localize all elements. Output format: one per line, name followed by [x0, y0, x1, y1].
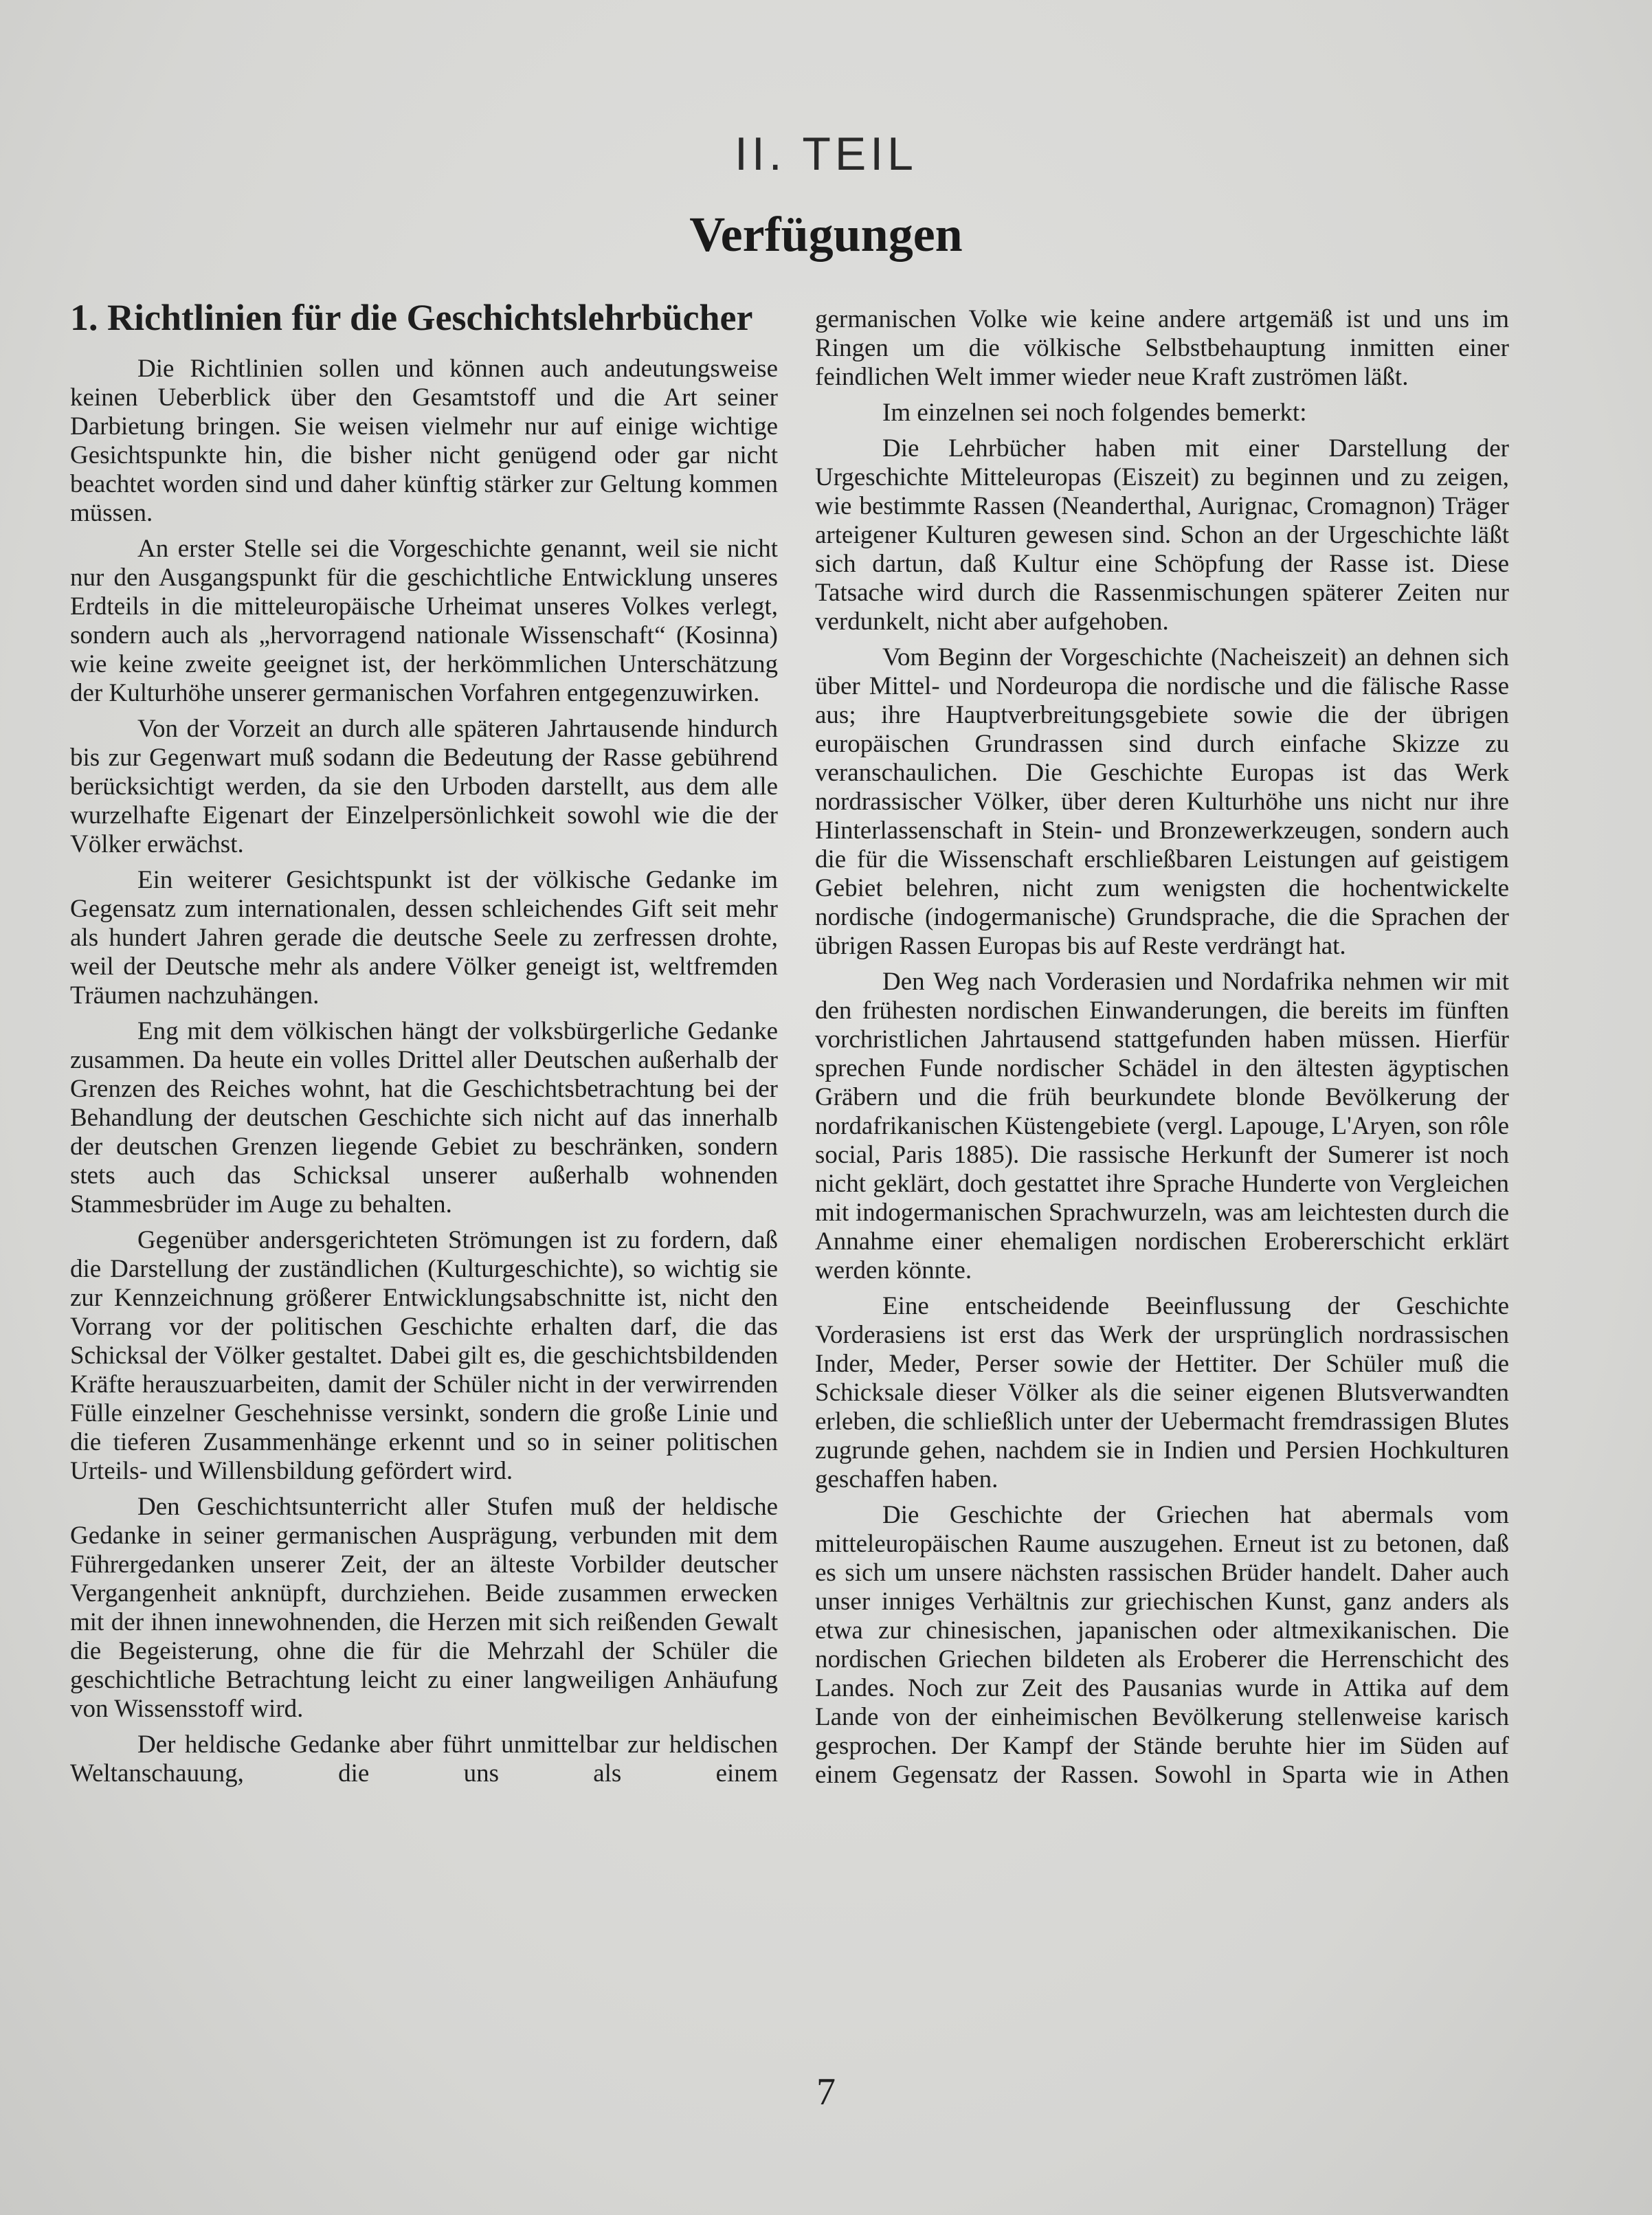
paragraph: Im einzelnen sei noch folgendes bemerkt:: [882, 399, 1307, 427]
paragraph: germanischen Volke wie keine andere artgemäß ist und uns im Ringen um die völkische Selbstbehauptung inmitten einer feindlichen Welt immer wieder neue Kraft zuströmen läßt.: [815, 305, 1509, 391]
page-title: Verfügungen: [689, 207, 963, 262]
paragraph: Der heldische Gedanke aber führt unmittelbar zur heldischen Weltanschauung, die uns als einem: [70, 1730, 778, 1788]
section-heading: 1. Richtlinien für die Geschichtslehrbücher: [70, 297, 753, 338]
paragraph: Gegenüber andersgerichteten Strömungen ist zu fordern, daß die Darstellung der zuständlichen (Kulturgeschichte), so wichtig sie zur Kennzeichnung größerer Entwicklungsabschnitte ist, nicht den Vorrang vor der politischen Geschichte erhalten darf, die das Schicksal der Völker gestaltet. Dabei gilt es, die geschichtsbildenden Kräfte herauszuarbeiten, damit der Schüler nicht in der verwirrenden Fülle einzelner Geschehnisse versinkt, sondern die große Linie und die tieferen Zusammenhänge erkennt und so in seiner politischen Urteils- und Willensbildung gefördert wird.: [70, 1226, 778, 1485]
paragraph: Eng mit dem völkischen hängt der volksbürgerliche Gedanke zusammen. Da heute ein volles Drittel aller Deutschen außerhalb der Grenzen des Reiches wohnt, hat die Geschichtsbetrachtung bei der Behandlung der deutschen Geschichte sich nicht auf das innerhalb der deutschen Grenzen liegende Gebiet zu beschränken, sondern stets auch das Schicksal unserer außerhalb wohnenden Stammesbrüder im Auge zu behalten.: [70, 1017, 778, 1218]
paragraph: Die Geschichte der Griechen hat abermals vom mitteleuropäischen Raume auszugehen. Erneut ist zu betonen, daß es sich um unsere nächsten rassischen Brüder handelt. Daher auch unser inniges Verhältnis zur griechischen Kunst, ganz anders als etwa zur chinesischen, japanischen oder altmexikanischen. Die nordischen Griechen bildeten als Eroberer die Herrenschicht des Landes. Noch zur Zeit des Pausanias wurde in Attika auf dem Lande von der einheimischen Bevölkerung stellenweise karisch gesprochen. Der Kampf der Stände beruhte hier im Süden auf einem Gegensatz der Rassen. Sowohl in Sparta wie in Athen: [815, 1501, 1509, 1789]
paragraph: Die Richtlinien sollen und können auch andeutungsweise keinen Ueberblick über den Gesamtstoff und die Art seiner Darbietung bringen. Sie weisen vielmehr nur auf einige wichtige Gesichtspunkte hin, die bisher nicht genügend oder gar nicht beachtet worden sind und daher künftig stärker zur Geltung kommen müssen.: [70, 355, 778, 527]
paragraph: Eine entscheidende Beeinflussung der Geschichte Vorderasiens ist erst das Werk der ursprünglich nordrassischen Inder, Meder, Perser sowie der Hettiter. Der Schüler muß die Schicksale dieser Völker als die seiner eigenen Blutsverwandten erleben, die schließlich unter der Uebermacht fremdrassigen Blutes zugrunde gehen, nachdem sie in Indien und Persien Hochkulturen geschaffen haben.: [815, 1292, 1509, 1493]
page-number: 7: [816, 2071, 836, 2113]
right-column: [815, 305, 1509, 1796]
paragraph: Den Geschichtsunterricht aller Stufen muß der heldische Gedanke in seiner germanischen Ausprägung, verbunden mit dem Führergedanken unserer Zeit, der an älteste Vorbilder deutscher Vergangenheit anknüpft, durchziehen. Beide zusammen erwecken mit der ihnen innewohnenden, die Herzen mit sich reißenden Gewalt die Begeisterung, ohne die für die Mehrzahl der Schüler die geschichtliche Betrachtung leicht zu einer langweiligen Anhäufung von Wissensstoff wird.: [70, 1493, 778, 1723]
paragraph: Ein weiterer Gesichtspunkt ist der völkische Gedanke im Gegensatz zum internationalen, dessen schleichendes Gift seit mehr als hundert Jahren gerade die deutsche Seele zu zerfressen drohte, weil der Deutsche mehr als andere Völker geneigt ist, weltfremden Träumen nachzuhängen.: [70, 866, 778, 1010]
paragraph: Den Weg nach Vorderasien und Nordafrika nehmen wir mit den frühesten nordischen Einwanderungen, die bereits im fünften vorchristlichen Jahrtausend stattgefunden haben müssen. Hierfür sprechen Funde nordischer Schädel in den ältesten ägyptischen Gräbern und die früh beurkundete blonde Bevölkerung der nordafrikanischen Küstengebiete (vergl. Lapouge, L'Aryen, son rôle social, Paris 1885). Die rassische Herkunft der Sumerer ist noch nicht geklärt, doch gestattet ihre Sprache Hunderte von Vergleichen mit indogermanischen Sprachwurzeln, was am leichtesten durch die Annahme einer ehemaligen nordischen Erobererschicht erklärt werden könnte.: [815, 968, 1509, 1284]
paragraph: Von der Vorzeit an durch alle späteren Jahrtausende hindurch bis zur Gegenwart muß sodann die Bedeutung der Rasse gebührend berücksichtigt werden, da sie den Urboden darstellt, aus dem alle wurzelhafte Eigenart der Einzelpersönlichkeit sowohl wie die der Völker erwächst.: [70, 715, 778, 858]
paragraph: An erster Stelle sei die Vorgeschichte genannt, weil sie nicht nur den Ausgangspunkt für die geschichtliche Entwicklung unseres Erdteils in die mitteleuropäische Urheimat unseres Volkes verlegt, sondern auch als „hervorragend nationale Wissenschaft“ (Kosinna) wie keine zweite geeignet ist, der herkömmlichen Unterschätzung der Kulturhöhe unserer germanischen Vorfahren entgegenzuwirken.: [70, 535, 778, 707]
left-column: [70, 296, 778, 1795]
paragraph: Vom Beginn der Vorgeschichte (Nacheiszeit) an dehnen sich über Mittel- und Nordeuropa die nordische und die fälische Rasse aus; ihre Hauptverbreitungsgebiete sowie die der übrigen europäischen Grundrassen sind durch einfache Skizze zu veranschaulichen. Die Geschichte Europas ist das Werk nordrassischer Völker, über deren Kulturhöhe uns nicht nur ihre Hinterlassenschaft in Stein- und Bronzewerkzeugen, sondern auch die für die Wissenschaft erschließbaren Leistungen auf geistigem Gebiet belehren, nicht zum wenigsten die hochentwickelte nordische (indogermanische) Grundsprache, die die Sprachen der übrigen Rassen Europas bis auf Reste verdrängt hat.: [815, 643, 1509, 960]
part-heading: II. TEIL: [735, 128, 917, 180]
paragraph: Die Lehrbücher haben mit einer Darstellung der Urgeschichte Mitteleuropas (Eiszeit) zu beginnen und zu zeigen, wie bestimmte Rassen (Neanderthal, Aurignac, Cromagnon) Träger arteigener Kulturen gewesen sind. Schon an der Urgeschichte läßt sich dartun, daß Kultur eine Schöpfung der Rasse ist. Diese Tatsache wird durch die Rassenmischungen späterer Zeiten nur verdunkelt, nicht aber aufgehoben.: [815, 434, 1509, 636]
